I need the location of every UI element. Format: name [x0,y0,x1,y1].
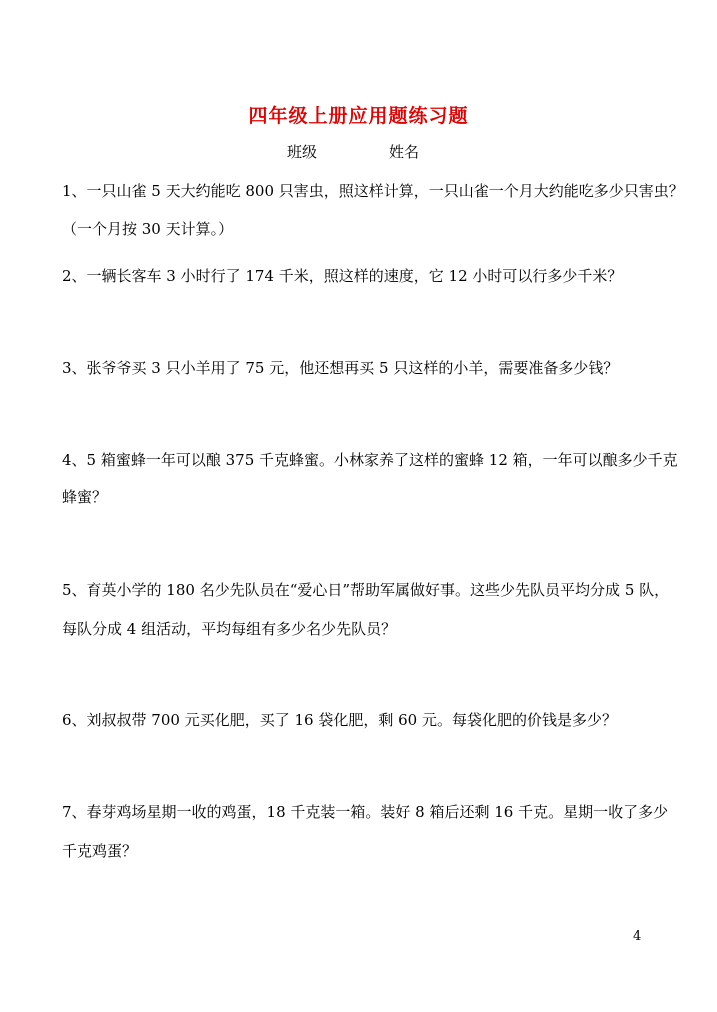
page-title: 四年级上册应用题练习题 [248,105,469,127]
question-5-line-2: 每队分成 4 组活动，平均每组有多少名少先队员？ [62,620,397,638]
question-2-line-1: 2、一辆长客车 3 小时行了 174 千米，照这样的速度，它 12 小时可以行多少千米？ [62,267,623,285]
name-label: 姓名 [389,143,420,161]
class-label: 班级 [287,143,318,161]
question-7-line-1: 7、春芽鸡场星期一收的鸡蛋，18 千克装一箱。装好 8 箱后还剩 16 千克。星期一收了多少 [62,803,669,821]
question-5-line-1: 5、育英小学的 180 名少先队员在“爱心日”帮助军属做好事。这些少先队员平均分成 5 队， [62,581,670,599]
question-6-line-1: 6、刘叔叔带 700 元买化肥，买了 16 袋化肥，剩 60 元。每袋化肥的价钱是多少？ [62,711,617,729]
question-7-line-2: 千克鸡蛋？ [62,842,138,860]
page-number: 4 [633,929,642,944]
question-1-line-2: （一个月按 30 天计算。） [62,220,234,238]
question-1-line-1: 1、一只山雀 5 天大约能吃 800 只害虫，照这样计算，一只山雀一个月大约能吃多少只害虫？ [62,182,684,200]
question-4-line-2: 蜂蜜？ [62,488,108,506]
question-3-line-1: 3、张爷爷买 3 只小羊用了 75 元，他还想再买 5 只这样的小羊，需要准备多少钱？ [62,359,619,377]
question-4-line-1: 4、5 箱蜜蜂一年可以酿 375 千克蜂蜜。小林家养了这样的蜜蜂 12 箱，一年可以酿多少千克 [62,451,678,469]
